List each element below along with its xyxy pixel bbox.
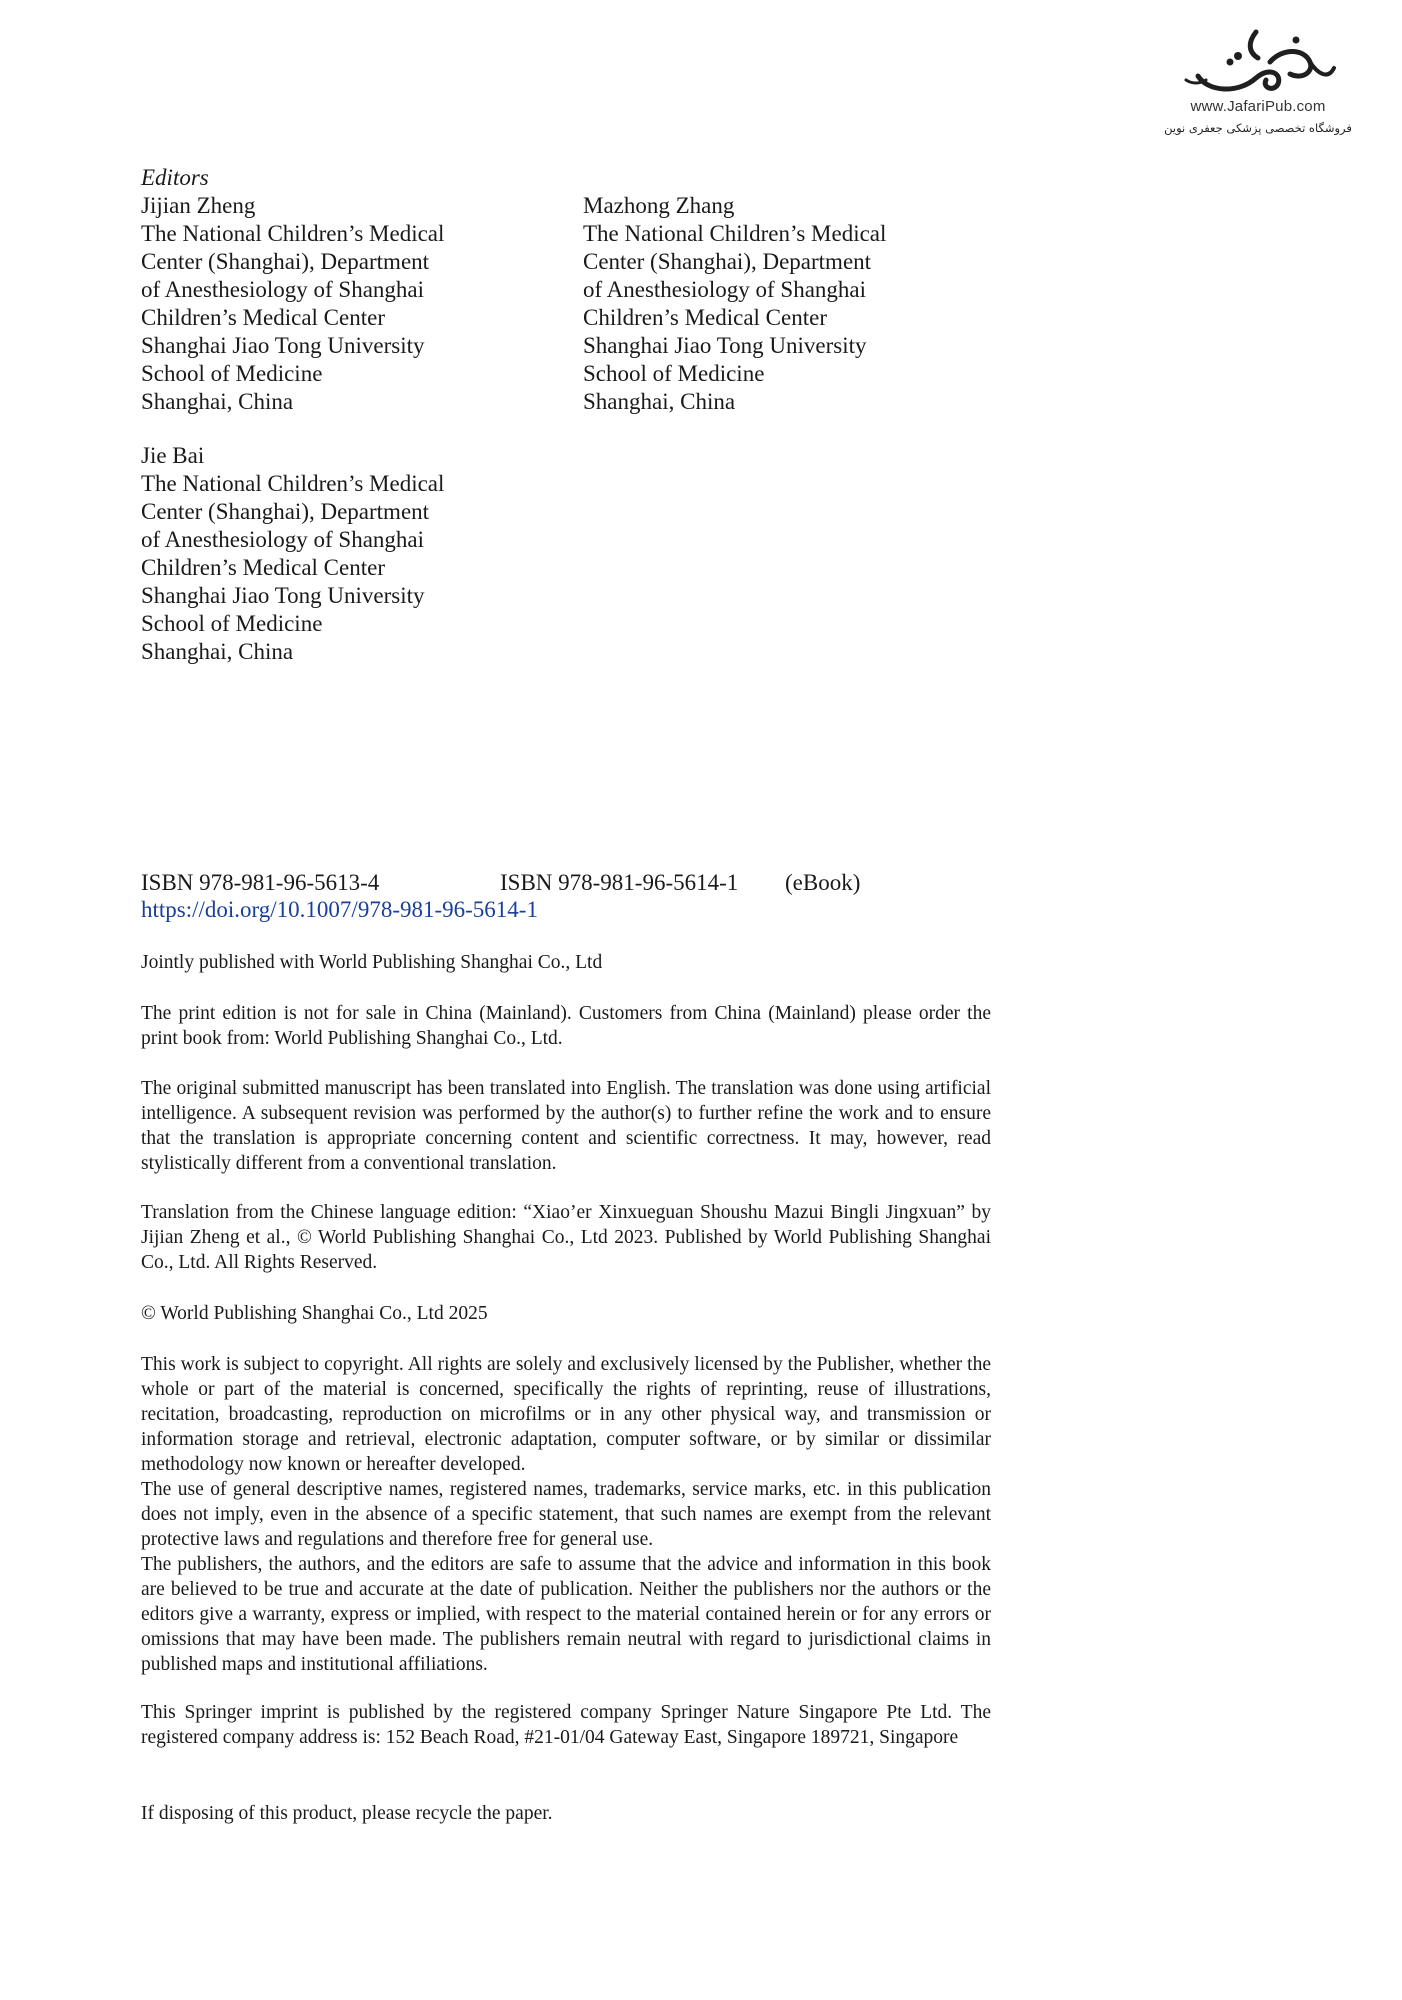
affiliation-line: Center (Shanghai), Department (141, 249, 430, 274)
copyright-line (141, 1301, 991, 1326)
affiliation-line: of Anesthesiology of Shanghai (141, 527, 424, 552)
affiliation-line: of Anesthesiology of Shanghai (583, 277, 866, 302)
editor-block (141, 192, 444, 416)
print-edition-note (141, 1001, 991, 1051)
editor-name: Mazhong Zhang (583, 193, 735, 218)
paragraph: This Springer imprint is published by the registered company Springer Nature Singapore Pte Ltd. The registered company address is: 152 Beach Road, #21-01/04 Gateway East, Singapore 189721, Singapore (141, 1702, 991, 1748)
affiliation-line: Children’s Medical Center (141, 555, 385, 580)
translation-note (141, 1076, 991, 1176)
watermark-url: www.JafariPub.com (1190, 98, 1326, 115)
editor-block (583, 192, 886, 416)
affiliation-line: The National Children’s Medical (583, 221, 887, 246)
isbn-row (141, 869, 860, 897)
affiliation-line: The National Children’s Medical (141, 221, 445, 246)
imprint-note (141, 1700, 991, 1750)
isbn-ebook: ISBN 978-981-96-5614-1 (500, 870, 739, 895)
affiliation-line: Shanghai Jiao Tong University (141, 333, 425, 358)
affiliation-line: Shanghai Jiao Tong University (583, 333, 867, 358)
affiliation-line: Children’s Medical Center (141, 305, 385, 330)
doi-link[interactable]: https://doi.org/10.1007/978-981-96-5614-1 (141, 897, 538, 922)
editor-name: Jijian Zheng (141, 193, 256, 218)
editors-heading: Editors (141, 165, 209, 190)
affiliation-line: of Anesthesiology of Shanghai (141, 277, 424, 302)
joint-publication-note (141, 950, 991, 975)
isbn-print: ISBN 978-981-96-5613-4 (141, 870, 380, 895)
affiliation-line: Shanghai, China (583, 389, 736, 414)
affiliation-line: Shanghai, China (141, 639, 294, 664)
watermark-caption: فروشگاه تخصصی پزشکی جعفری نوین (1164, 121, 1352, 135)
paragraph: The publishers, the authors, and the editors are safe to assume that the advice and information in this book are believed to be true and accurate at the date of publication. Neither the publishers nor the authors or the editors give a warranty, express or implied, with respect to the material contained herein or for any errors or omissions that may have been made. The publishers remain neutral with regard to jurisdictional claims in published maps and institutional affiliations. (141, 1554, 991, 1675)
jafari-logo-icon (1178, 22, 1338, 100)
paragraph: If disposing of this product, please recycle the paper. (141, 1803, 553, 1824)
recycle-note (141, 1801, 991, 1826)
paragraph: The use of general descriptive names, registered names, trademarks, service marks, etc. in this publication does not imply, even in the absence of a specific statement, that such names are exempt from the relevant protective laws and regulations and therefore free for general use. (141, 1479, 991, 1550)
paragraph: This work is subject to copyright. All rights are solely and exclusively licensed by the Publisher, whether the whole or part of the material is concerned, specifically the rights of reprinting, reuse of illustrations, recitation, broadcasting, reproduction on microfilms or in any other physical way, and transmission or information storage and retrieval, electronic adaptation, computer software, or by similar or dissimilar methodology now known or hereafter developed. (141, 1354, 991, 1475)
rights-statement (141, 1352, 991, 1677)
affiliation-line: Shanghai Jiao Tong University (141, 583, 425, 608)
affiliation-line: Center (Shanghai), Department (583, 249, 872, 274)
editor-name: Jie Bai (141, 443, 205, 468)
affiliation-line: The National Children’s Medical (141, 471, 445, 496)
affiliation-line: Children’s Medical Center (583, 305, 827, 330)
isbn-ebook-label: (eBook) (785, 870, 861, 895)
affiliation-line: School of Medicine (141, 361, 323, 386)
affiliation-line: Shanghai, China (141, 389, 294, 414)
affiliation-line: School of Medicine (583, 361, 765, 386)
paragraph: Jointly published with World Publishing Shanghai Co., Ltd (141, 952, 603, 973)
paragraph: The print edition is not for sale in China (Mainland). Customers from China (Mainland) please order the print book from: World Publishing Shanghai Co., Ltd. (141, 1003, 991, 1049)
paragraph: Translation from the Chinese language edition: “Xiao’er Xinxueguan Shoushu Mazui Bingli Jingxuan” by Jijian Zheng et al., © World Publishing Shanghai Co., Ltd 2023. Published by World Publishing Shanghai Co., Ltd. All Rights Reserved. (141, 1202, 991, 1273)
affiliation-line: Center (Shanghai), Department (141, 499, 430, 524)
affiliation-line: School of Medicine (141, 611, 323, 636)
publisher-watermark (1158, 22, 1358, 135)
editor-block (141, 442, 444, 666)
paragraph: The original submitted manuscript has been translated into English. The translation was done using artificial intelligence. A subsequent revision was performed by the author(s) to further refine the work and to ensure that the translation is appropriate concerning content and scientific correctness. It may, however, read stylistically different from a conventional translation. (141, 1078, 991, 1174)
paragraph: © World Publishing Shanghai Co., Ltd 2025 (141, 1303, 488, 1324)
original-edition-note (141, 1200, 991, 1275)
